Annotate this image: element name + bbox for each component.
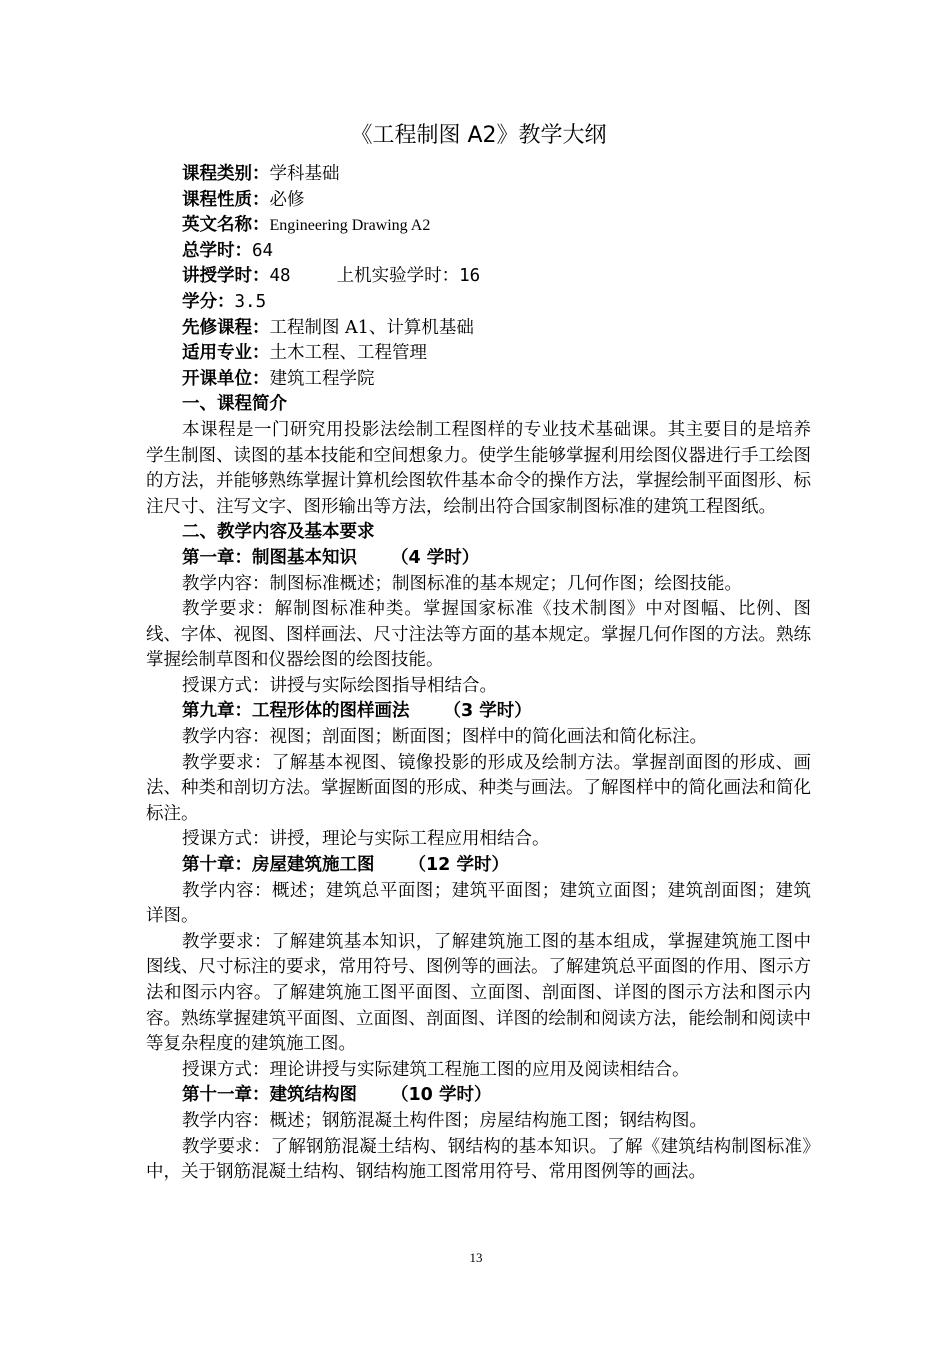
chapter-heading (146, 699, 811, 725)
meta-value: 土木工程、工程管理 (269, 343, 427, 364)
chapter-content: 教学内容：视图；剖面图；断面图；图样中的简化画法和简化标注。 (182, 727, 707, 748)
chapter-hours: （10 学时） (391, 1085, 492, 1106)
chapter-title: 第十章：房屋建筑施工图 (182, 855, 375, 876)
meta-value: 3.5 (234, 291, 267, 312)
meta-value: 学科基础 (269, 164, 340, 184)
meta-credits (146, 290, 811, 316)
chapter-method: 授课方式：讲授与实际绘图指导相结合。 (182, 675, 497, 696)
section-heading: 二、教学内容及基本要求 (182, 522, 375, 543)
chapter-heading (146, 1083, 811, 1109)
chapter-heading (146, 853, 811, 879)
meta-label: 开课单位： (182, 368, 270, 389)
meta-nature (146, 188, 811, 214)
meta-lecture-hours (146, 264, 811, 290)
chapter-method: 授课方式：理论讲授与实际建筑工程施工图的应用及阅读相结合。 (182, 1059, 690, 1080)
meta-label: 学分： (182, 291, 235, 312)
meta-department (146, 367, 811, 393)
meta-label: 先修课程： (182, 317, 270, 338)
chapter-requirement: 教学要求：了解基本视图、镜像投影的形成及绘制方法。掌握剖面图的形成、画法、种类和剖切方法。掌握断面图的形成、种类与画法。了解图样中的简化画法和简化标注。 (146, 752, 811, 824)
meta-value: 16 (459, 266, 481, 287)
section-heading: 一、课程简介 (182, 394, 287, 415)
page-number: 13 (469, 1250, 483, 1265)
meta-label: 英文名称： (182, 215, 270, 236)
meta-value: Engineering Drawing A2 (269, 217, 431, 235)
meta-value: 工程制图 A1、计算机基础 (269, 317, 474, 338)
chapter-title: 第九章：工程形体的图样画法 (182, 701, 410, 722)
document-page (146, 118, 811, 1186)
meta-value: 必修 (269, 189, 305, 210)
chapter-hours: （3 学时） (443, 701, 532, 722)
chapter-requirement: 教学要求：了解建筑基本知识，了解建筑施工图的基本组成，掌握建筑施工图中图线、尺寸标注的要求，常用符号、图例等的画法。了解建筑总平面图的作用、图示方法和图示内容。了解建筑施工图平面图、立面图、剖面图、详图的图示方法和图示内容。熟练掌握建筑平面图、立面图、剖面图、详图的绘制和阅读方法，能绘制和阅读中等复杂程度的建筑施工图。 (146, 931, 811, 1055)
chapter-requirement: 教学要求：解制图标准种类。掌握国家标准《技术制图》中对图幅、比例、图线、字体、视图、图样画法、尺寸注法等方面的基本规定。掌握几何作图的方法。熟练掌握绘制草图和仪器绘图的绘图技能。 (146, 599, 811, 671)
chapter-heading (146, 546, 811, 572)
meta-label: 课程类别： (182, 164, 270, 184)
meta-total-hours (146, 239, 811, 265)
meta-label: 总学时： (182, 240, 252, 261)
meta-value: 48 (269, 266, 291, 287)
meta-category (146, 162, 811, 188)
course-intro-paragraph: 本课程是一门研究用投影法绘制工程图样的专业技术基础课。其主要目的是培养学生制图、读图的基本技能和空间想象力。使学生能够掌握利用绘图仪器进行手工绘图的方法，并能够熟练掌握计算机绘图软件基本命令的操作方法，掌握绘制平面图形、标注尺寸、注写文字、图形输出等方法，绘制出符合国家制图标准的建筑工程图纸。 (146, 419, 811, 517)
chapter-title: 第十一章：建筑结构图 (182, 1085, 357, 1106)
document-title: 《工程制图 A2》教学大纲 (350, 123, 607, 148)
chapter-hours: （4 学时） (391, 547, 480, 568)
chapter-content: 教学内容：概述；钢筋混凝土构件图；房屋结构施工图；钢结构图。 (182, 1110, 707, 1131)
chapter-requirement: 教学要求：了解钢筋混凝土结构、钢结构的基本知识。了解《建筑结构制图标准》中，关于钢筋混凝土结构、钢结构施工图常用符号、常用图例等的画法。 (146, 1136, 811, 1183)
chapter-content: 教学内容：制图标准概述；制图标准的基本规定；几何作图；绘图技能。 (182, 573, 742, 594)
meta-value: 64 (252, 240, 274, 261)
meta-label: 讲授学时： (182, 266, 270, 287)
chapter-title: 第一章：制图基本知识 (182, 547, 357, 568)
meta-label: 上机实验学时： (336, 266, 460, 287)
chapter-method: 授课方式：讲授，理论与实际工程应用相结合。 (182, 829, 550, 850)
meta-label: 课程性质： (182, 189, 270, 210)
chapter-hours: （12 学时） (408, 855, 509, 876)
meta-value: 建筑工程学院 (269, 368, 375, 389)
meta-label: 适用专业： (182, 343, 270, 364)
meta-english-name (146, 213, 811, 239)
meta-majors (146, 341, 811, 367)
chapter-content: 教学内容：概述；建筑总平面图；建筑平面图；建筑立面图；建筑剖面图；建筑详图。 (146, 880, 811, 927)
meta-prerequisites (146, 316, 811, 342)
